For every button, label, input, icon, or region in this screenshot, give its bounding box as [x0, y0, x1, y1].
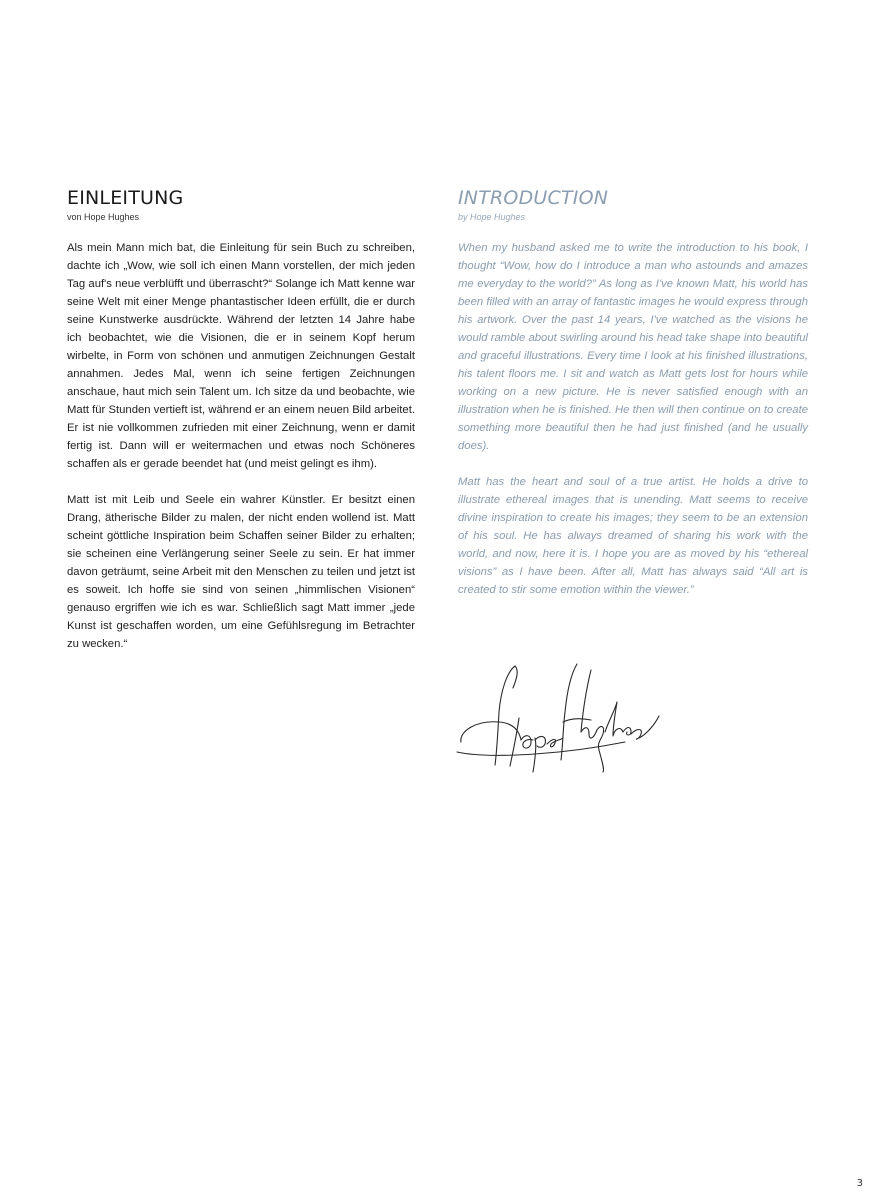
german-paragraph-2: Matt ist mit Leib und Seele ein wahrer Künstler. Er besitzt einen Drang, ätherische Bilder zu malen, der nicht enden wollend ist. Matt scheint göttliche Inspiration beim Schaffen seiner Bilder zu erhalten; sie scheinen eine Verlängerung seiner Seele zu sein. Er hat immer davon geträumt, seine Arbeit mit den Menschen zu teilen und jetzt ist es soweit. Ich hoffe sie sind von seinen „himmlischen Visionen“ genauso ergriffen wie ich es war. Schließlich sagt Matt immer „jede Kunst ist geschaffen worden, um eine Gefühlsregung im Betrachter zu wecken.“ — [67, 494, 415, 650]
english-column — [458, 186, 808, 599]
german-column — [67, 186, 415, 653]
german-byline: von Hope Hughes — [67, 212, 140, 222]
handwritten-signature — [455, 660, 665, 775]
page-number: 3 — [856, 1178, 863, 1189]
german-heading: EINLEITUNG — [67, 187, 184, 209]
english-heading: INTRODUCTION — [458, 187, 609, 209]
german-paragraph-1: Als mein Mann mich bat, die Einleitung für sein Buch zu schreiben, dachte ich „Wow, wie soll ich einen Mann vorstellen, der mich jeden Tag auf's neue verblüfft und überrascht?“ Solange ich Matt kenne war seine Welt mit einer Menge phantastischer Ideen erfüllt, die er durch seine Kunstwerke ausdrückte. Während der letzten 14 Jahre habe ich beobachtet, wie die Visionen, die er in seinem Kopf herum wirbelte, in Form von schönen und anmutigen Zeichnungen Gestalt annahmen. Jedes Mal, wenn ich seine fertigen Zeichnungen anschaue, haut mich sein Talent um. Ich sitze da und beobachte, wie Matt für Stunden vertieft ist, während er an einem neuen Bild arbeitet. Er ist nie vollkommen zufrieden mit einer Zeichnung, wenn er damit fertig ist. Dann will er weitermachen und etwas noch Schöneres schaffen als er gerade beendet hat (und meist gelingt es ihm). — [67, 242, 415, 470]
english-paragraph-1: When my husband asked me to write the introduction to his book, I thought “Wow, how do I introduce a man who astounds and amazes me everyday to the world?” As long as I've known Matt, his world has been filled with an array of fantastic images he would express through his artwork. Over the past 14 years, I've watched as the visions he would ramble about swirling around his head take shape into beautiful and graceful illustrations. Every time I look at his finished illustrations, his talent floors me. I sit and watch as Matt gets lost for hours while working on a new picture. He is never satisfied enough with an illustration when he is finished. He then will then continue on to create something more beautiful then he had just finished (and he usually does). — [458, 242, 808, 452]
english-paragraph-2: Matt has the heart and soul of a true artist. He holds a drive to illustrate ethereal images that is unending. Matt seems to receive divine inspiration to create his images; they seem to be an extension of his soul. He has always dreamed of sharing his work with the world, and now, here it is. I hope you are as moved by his “ethereal visions” as I have been. After all, Matt has always said “All art is created to stir some emotion within the viewer.” — [458, 476, 808, 596]
english-byline: by Hope Hughes — [458, 212, 526, 222]
